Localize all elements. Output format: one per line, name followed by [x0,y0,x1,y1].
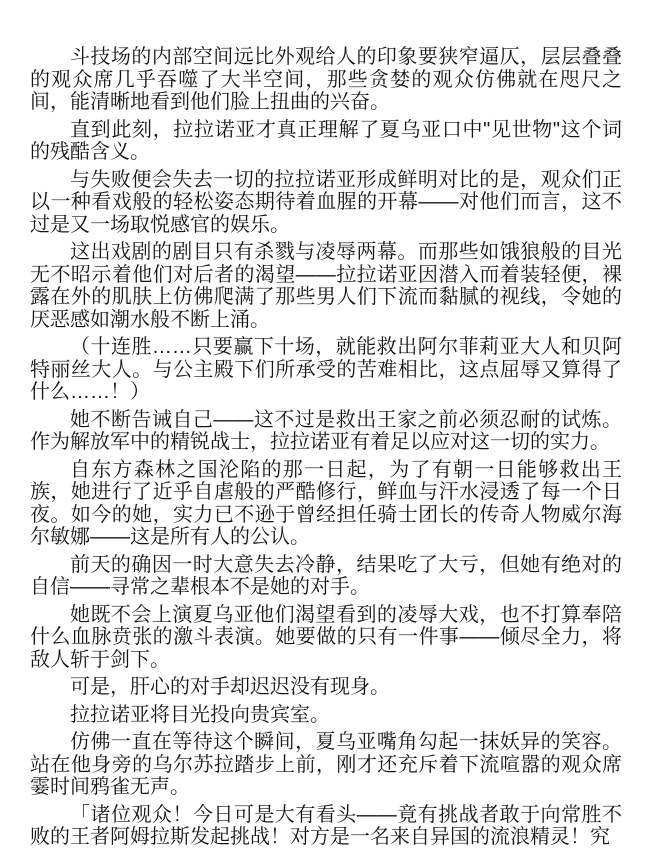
paragraph: 可是，肝心的对手却迟迟没有现身。 [70,676,390,698]
paragraph: 自东方森林之国沦陷的那一日起，为了有朝一日能够救出王族，她进行了近乎自虐般的严酷修行，鲜血与汗水浸透了每一个日夜。如今的她，实力已不逊于曾经担任骑士团长的传奇人物威尔海尔敏娜——这是所有人的公认。 [30,458,622,548]
paragraph: （十连胜……只要赢下十场，就能救出阿尔菲莉亚大人和贝阿特丽丝大人。与公主殿下们所承受的苦难相比，这点屈辱又算得了什么……！） [30,336,622,403]
paragraph: 这出戏剧的剧目只有杀戮与凌辱两幕。而那些如饿狼般的目光无不昭示着他们对后者的渴望——拉拉诺亚因潜入而着装轻便，裸露在外的肌肤上仿佛爬满了那些男人们下流而黏腻的视线，令她的厌恶感如潮水般不断上涌。 [30,241,622,331]
paragraph: 仿佛一直在等待这个瞬间，夏乌亚嘴角勾起一抹妖异的笑容。站在他身旁的乌尔苏拉踏步上前，刚才还充斥着下流喧嚣的观众席霎时间鸦雀无声。 [30,731,622,798]
paragraph: 她不断告诫自己——这不过是救出王家之前必须忍耐的试炼。作为解放军中的精锐战士，拉拉诺亚有着足以应对这一切的实力。 [30,408,622,453]
paragraph: 斗技场的内部空间远比外观给人的印象要狭窄逼仄，层层叠叠的观众席几乎吞噬了大半空间，那些贪婪的观众仿佛就在咫尺之间，能清晰地看到他们脸上扭曲的兴奋。 [30,46,622,113]
paragraph: 直到此刻，拉拉诺亚才真正理解了夏乌亚口中"见世物"这个词的残酷含义。 [30,118,622,163]
paragraph: 「诸位观众！今日可是大有看头——竟有挑战者敢于向常胜不败的王者阿姆拉斯发起挑战！对方是一名来自异国的流浪精灵！究 [30,803,622,848]
paragraph: 与失败便会失去一切的拉拉诺亚形成鲜明对比的是，观众们正以一种看戏般的轻松姿态期待着血腥的开幕——对他们而言，这不过是又一场取悦感官的娱乐。 [30,168,622,236]
paragraph: 她既不会上演夏乌亚他们渴望看到的凌辱大戏，也不打算奉陪什么血脉贲张的激斗表演。她要做的只有一件事——倾尽全力，将敌人斩于剑下。 [30,603,622,671]
paragraph: 拉拉诺亚将目光投向贵宾室。 [70,703,330,726]
paragraph: 前天的确因一时大意失去冷静，结果吃了大亏，但她有绝对的自信——寻常之辈根本不是她的对手。 [30,553,622,598]
